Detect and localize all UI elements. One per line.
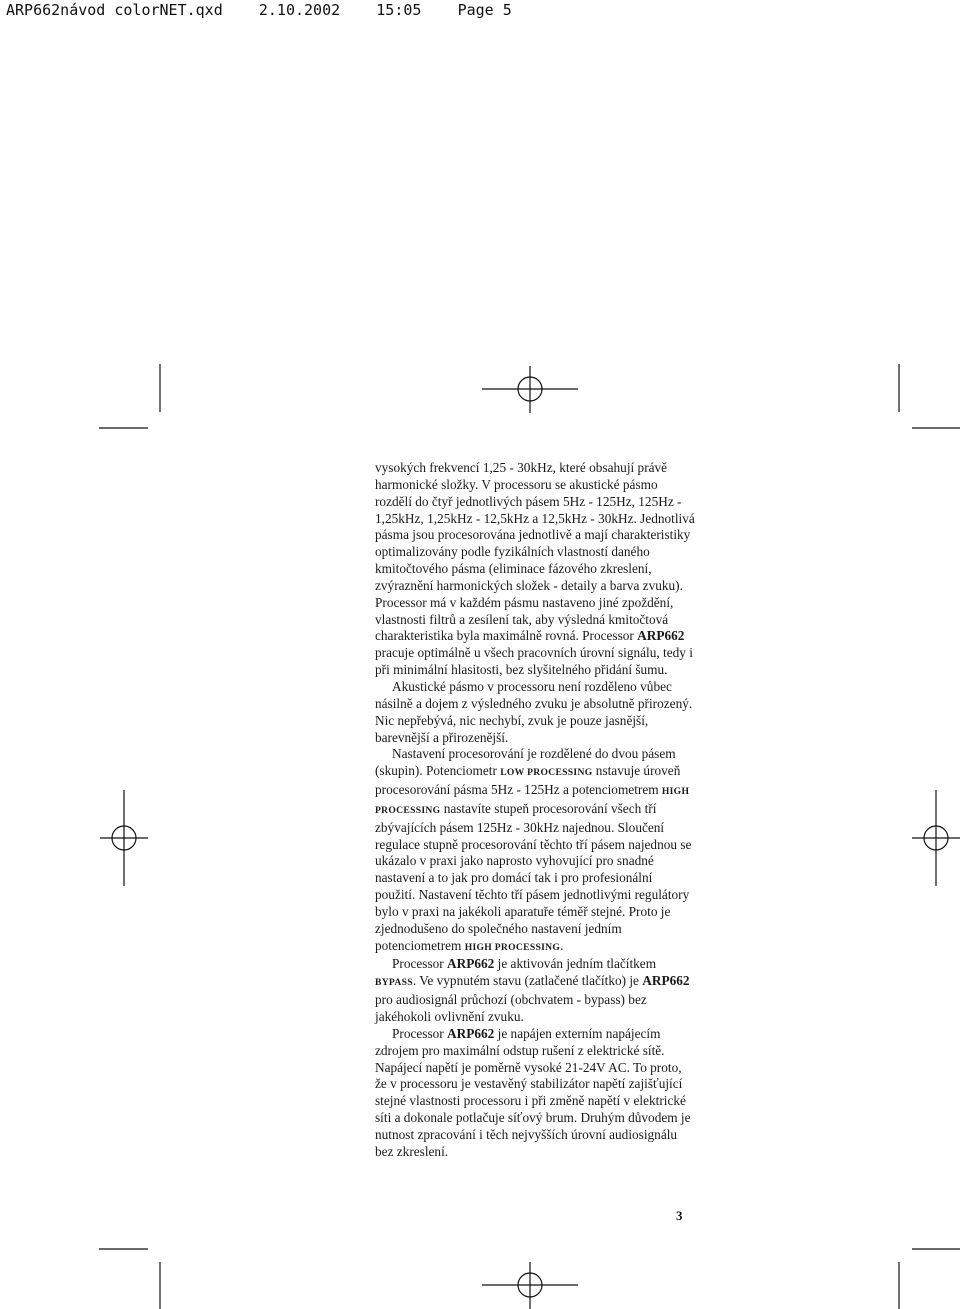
low-processing-label: LOW PROCESSING [500,767,593,779]
slug-filename: ARP662návod colorNET.qxd [6,1,223,19]
slug-page: Page 5 [457,1,512,19]
slug-date: 2.10.2002 [258,1,341,19]
high-processing-label: HIGH PROCESSING [375,786,690,816]
paragraph-bands: vysokých frekvencí 1,25 - 30kHz, které obsahují právě harmonické složky. V processoru se akustické pásmo rozdělí do čtyř jednotlivých pásem 5Hz - 125Hz, 125Hz - 1,25kHz, 1,25kHz - 12,5kHz a 12,5kHz - 30kHz. Jednotlivá pásma jsou procesorována jednotlivě a mají charakteristiky optimalizovány podle fyzikálních vlastností daného kmitočtového pásma (eliminace fázového zkreslení, zvýraznění harmonických složek - detaily a barva zvuku). Processor má v každém pásmu nastaveno jiné zpoždění, vlastnosti filtrů a zesílení tak, aby výsledná kmitočtová charakteristika byla maximálně rovná. Processor ARP662 pracuje optimálně u všech pracovních úrovní signálu, tedy i při minimální hlasitosti, bez slyšitelného přidání šumu. [375,460,695,678]
page-number: 3 [676,1208,683,1223]
slug-time: 15:05 [376,1,422,19]
registration-mark-right [912,790,960,886]
bypass-label: BYPASS [375,977,413,989]
body-text [375,460,695,1161]
paragraph-power-supply: Processor ARP662 je napájen externím napájecím zdrojem pro maximální odstup rušení z elektrické sítě. Napájecí napětí je poměrně vysoké 21-24V AC. To proto, že v processoru je vestavěný stabilizátor napětí zajišťující stejné vlastnosti processoru i při změně napětí v elektrické síti a dokonale potlačuje síťový brum. Druhým důvodem je nutnost zpracování i těch nejvyšších úrovní audiosignálu bez zkreslení. [375,1025,691,1159]
model-name: ARP662 [637,628,685,644]
paragraph-processing-controls: Nastavení procesorování je rozdělené do dvou pásem (skupin). Potenciometr LOW PROCESSING nstavuje úroveň procesorování pásma 5Hz - 125Hz a potenciometrem HIGH PROCESSING nastavíte stupeň procesorování všech tří zbývajících pásem 125Hz - 30kHz najednou. Sloučení regulace stupně procesorování těchto tří pásem najednou se ukázalo v praxi jako naprosto vyhovující pro snadné nastavení a to jak pro domácí tak i pro profesionální použití. Nastavení těchto tří pásem jednotlivými regulátory bylo v praxi na jakékoli aparatuře téměř stejné. Proto je zjednodušeno do společného nastavení jedním potenciometrem HIGH PROCESSING. [375,746,692,953]
registration-mark-left [100,790,148,886]
registration-mark-top [482,366,578,413]
registration-mark-bottom [482,1262,578,1309]
paragraph-natural-sound: Akustické pásmo v processoru není rozděleno vůbec násilně a dojem z výsledného zvuku je absolutně přirozený. Nic nepřebývá, nic nechybí, zvuk je pouze jasnější, barevnější a přirozenější. [375,678,693,745]
high-processing-label-2: HIGH PROCESSING [464,941,561,953]
paragraph-bypass: Processor ARP662 je aktivován jedním tlačítkem BYPASS. Ve vypnutém stavu (zatlačené tlačítko) je ARP662 pro audiosignál průchozí (obchvatem - bypass) bez jakéhokoli ovlivnění zvuku. [375,956,690,1024]
